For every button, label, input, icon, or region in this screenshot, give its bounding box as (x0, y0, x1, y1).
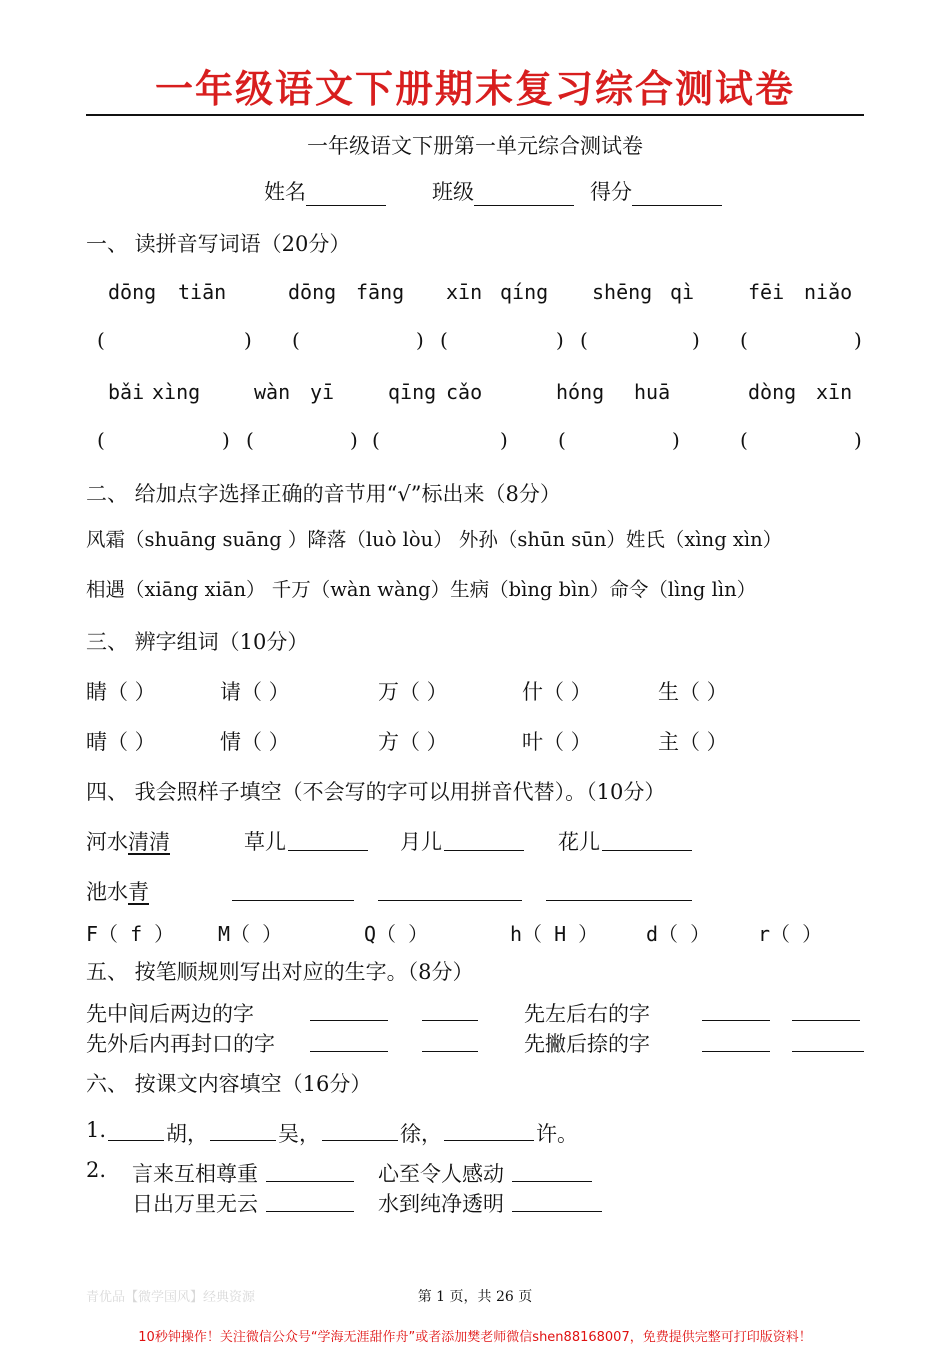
fill-blank (422, 1051, 478, 1052)
fill-blank (702, 1020, 770, 1021)
answer-paren: ) (692, 328, 700, 352)
fill-blank (210, 1140, 276, 1141)
score-label: 得分 (590, 180, 632, 204)
pinyin: qīng (388, 380, 437, 404)
pinyin: dōng (288, 280, 337, 304)
syllable-line-2: 相遇（xiāng xiān） 千万（wàn wàng）生病（bìng bìn）命令（lìng lìn） (86, 578, 757, 601)
pinyin: xìng (152, 380, 201, 404)
pinyin: hóng (556, 380, 605, 404)
word-pair: 晴（ ） (86, 730, 156, 754)
pinyin: fēi (748, 280, 785, 304)
section-4-heading: 四、 我会照样子填空（不会写的字可以用拼音代替）。（10分） (86, 780, 666, 804)
pinyin: tiān (178, 280, 227, 304)
stroke-rule-c: 先外后内再封口的字 (86, 1032, 275, 1056)
letter-pair: M（ ） (218, 922, 283, 946)
pinyin: yī (310, 380, 335, 404)
answer-paren: ( (740, 328, 748, 352)
word-pair: 万（ ） (378, 680, 448, 704)
fill-blank (232, 900, 354, 901)
answer-paren: ( (292, 328, 300, 352)
answer-paren: ( (740, 428, 748, 452)
stroke-rule-b: 先左后右的字 (524, 1002, 650, 1026)
title-rule (86, 114, 864, 116)
name-blank (306, 185, 386, 206)
example-1-reduplication: 清清 (128, 830, 170, 854)
answer-paren: ) (672, 428, 680, 452)
name-field (264, 176, 386, 206)
proverb-2: 心至令人感动 (378, 1162, 504, 1186)
word-pair: 请（ ） (220, 680, 290, 704)
pinyin: bǎi (108, 380, 145, 404)
word-pair: 睛（ ） (86, 680, 156, 704)
letter-pair: F（ f ） (86, 922, 175, 946)
word-pair: 方（ ） (378, 730, 448, 754)
answer-paren: ( (97, 428, 105, 452)
fill-blank (444, 1140, 534, 1141)
letter-pair: d（ ） (646, 922, 711, 946)
section-2-heading: 二、 给加点字选择正确的音节用“√”标出来（8分） (86, 482, 561, 506)
pinyin: xīn (446, 280, 483, 304)
pinyin: dōng (108, 280, 157, 304)
section-5-heading: 五、 按笔顺规则写出对应的生字。（8分） (86, 960, 474, 984)
proverb-1: 言来互相尊重 (132, 1162, 258, 1186)
fill-blank (792, 1020, 860, 1021)
surname: 胡， (166, 1122, 208, 1146)
fill-blank (546, 900, 692, 901)
answer-paren: ) (244, 328, 252, 352)
syllable-line-1: 风霜（shuāng suāng ）降落（luò lòu） 外孙（shūn sūn）姓氏（xìng xìn） (86, 528, 783, 551)
letter-pair: r（ ） (758, 922, 823, 946)
proverb-3: 日出万里无云 (132, 1192, 258, 1216)
answer-paren: ) (556, 328, 564, 352)
faint-watermark-text: 青优品【微学国风】经典资源 (86, 1290, 256, 1305)
section-3-heading: 三、 辨字组词（10分） (86, 630, 309, 654)
word-pair: 叶（ ） (522, 730, 592, 754)
fill-item-2: 月儿 (400, 830, 442, 854)
answer-paren: ) (500, 428, 508, 452)
fill-blank (310, 1051, 388, 1052)
fill-blank (378, 900, 522, 901)
answer-paren: ) (350, 428, 358, 452)
pinyin: qíng (500, 280, 549, 304)
fill-item-1: 草儿 (244, 830, 286, 854)
example-2 (86, 876, 149, 906)
letter-pair: h（ H ） (510, 922, 599, 946)
promo-banner: 10秒钟操作！关注微信公众号“学海无涯甜作舟”或者添加樊老师微信shen88168007，免费提供完整可打印版资料！ (138, 1330, 812, 1345)
name-label: 姓名 (264, 180, 306, 204)
fill-blank (322, 1140, 398, 1141)
score-field (590, 176, 722, 206)
fill-blank (444, 850, 524, 851)
answer-paren: ( (246, 428, 254, 452)
stroke-rule-d: 先撇后捺的字 (524, 1032, 650, 1056)
answer-paren: ) (416, 328, 424, 352)
answer-paren: ) (854, 428, 862, 452)
fill-blank (266, 1211, 354, 1212)
fill-blank (512, 1211, 602, 1212)
pinyin: qì (670, 280, 695, 304)
class-blank (474, 185, 574, 206)
example-1-prefix: 河水 (86, 830, 128, 854)
fill-blank (422, 1020, 478, 1021)
fill-blank (310, 1020, 388, 1021)
pinyin: shēng (592, 280, 653, 304)
pinyin: cǎo (446, 380, 483, 404)
document-title: 一年级语文下册期末复习综合测试卷 (154, 67, 795, 111)
pinyin: wàn (254, 380, 291, 404)
section-1-heading: 一、 读拼音写词语（20分） (86, 232, 351, 256)
fill-blank (602, 850, 692, 851)
answer-paren: ) (854, 328, 862, 352)
pinyin: niǎo (804, 280, 853, 304)
example-1 (86, 826, 170, 856)
word-pair: 生（ ） (658, 680, 728, 704)
letter-pair: Q（ ） (364, 922, 429, 946)
fill-blank (266, 1181, 354, 1182)
item-1-number: 1. (86, 1118, 107, 1142)
answer-paren: ( (558, 428, 566, 452)
pinyin: fāng (356, 280, 405, 304)
fill-blank (702, 1051, 770, 1052)
answer-paren: ( (372, 428, 380, 452)
fill-item-3: 花儿 (558, 830, 600, 854)
answer-paren: ) (222, 428, 230, 452)
answer-paren: ( (97, 328, 105, 352)
class-label: 班级 (432, 180, 474, 204)
item-2-number: 2. (86, 1158, 107, 1182)
example-2-char: 青 (128, 880, 149, 904)
answer-paren: ( (440, 328, 448, 352)
pinyin: dòng (748, 380, 797, 404)
subtitle: 一年级语文下册第一单元综合测试卷 (307, 134, 643, 158)
word-pair: 什（ ） (522, 680, 592, 704)
section-6-heading: 六、 按课文内容填空（16分） (86, 1072, 372, 1096)
proverb-4: 水到纯净透明 (378, 1192, 504, 1216)
surname: 吴， (278, 1122, 320, 1146)
fill-blank (108, 1140, 164, 1141)
word-pair: 情（ ） (220, 730, 290, 754)
fill-blank (288, 850, 368, 851)
score-blank (632, 185, 722, 206)
class-field (432, 176, 574, 206)
stroke-rule-a: 先中间后两边的字 (86, 1002, 254, 1026)
surname: 徐， (400, 1122, 442, 1146)
fill-blank (792, 1051, 864, 1052)
answer-paren: ( (580, 328, 588, 352)
fill-blank (512, 1181, 592, 1182)
surname: 许。 (536, 1122, 578, 1146)
pinyin: xīn (816, 380, 853, 404)
page-number: 第 1 页，共 26 页 (417, 1289, 533, 1305)
pinyin: huā (634, 380, 671, 404)
word-pair: 主（ ） (658, 730, 728, 754)
example-2-prefix: 池水 (86, 880, 128, 904)
